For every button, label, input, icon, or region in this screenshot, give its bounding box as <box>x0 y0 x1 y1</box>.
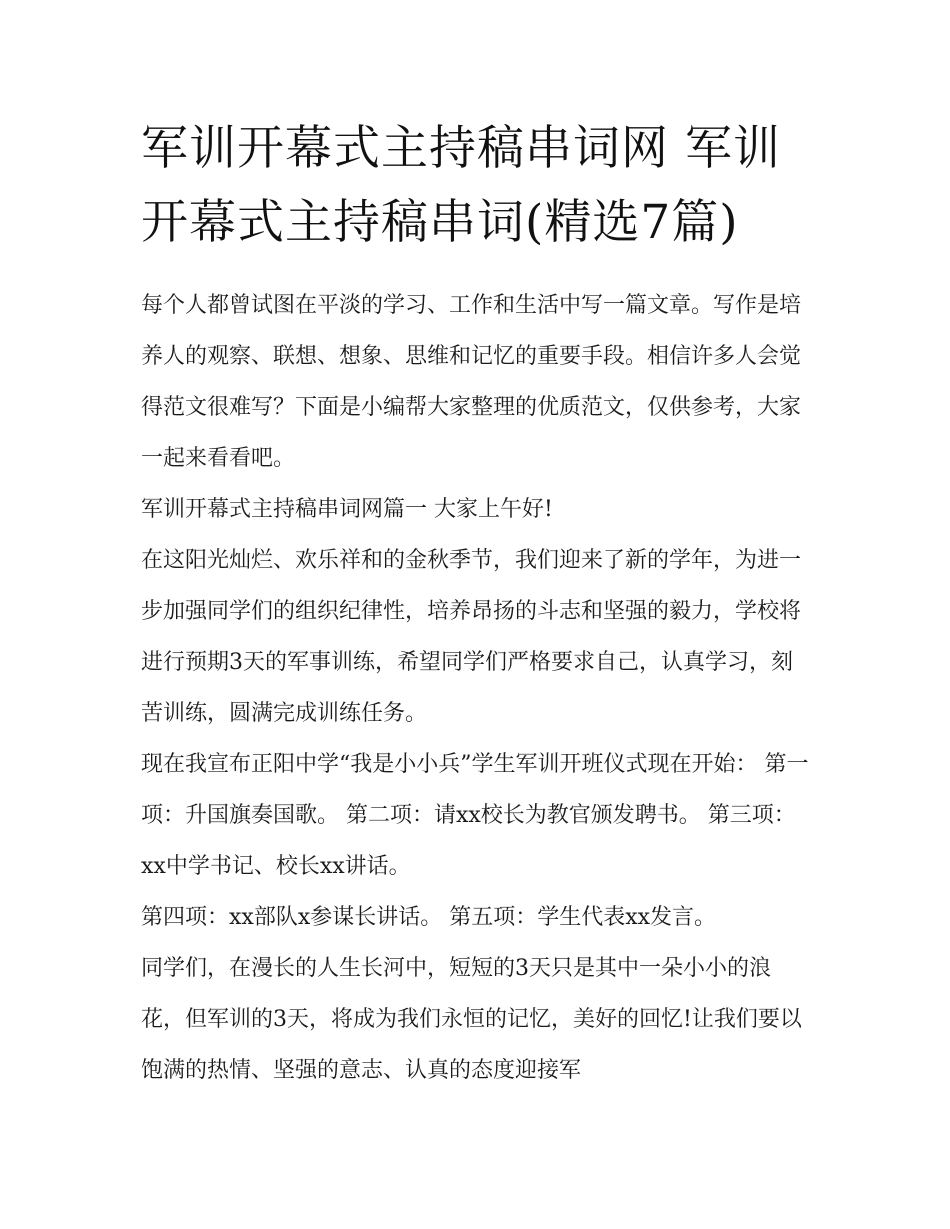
paragraph-agenda-continued: 第四项：xx部队x参谋长讲话。 第五项：学生代表xx发言。 <box>141 905 717 930</box>
document-body <box>141 280 813 1096</box>
paragraph-opening: 在这阳光灿烂、欢乐祥和的金秋季节，我们迎来了新的学年，为进一步加强同学们的组织纪律性，培养昂扬的斗志和坚强的毅力，学校将进行预期3天的军事训练，希望同学们严格要求自己，认真学习，刻苦训练，圆满完成训练任务。 <box>141 548 802 726</box>
paragraph-closing: 同学们，在漫长的人生长河中，短短的3天只是其中一朵小小的浪花，但军训的3天，将成为我们永恒的记忆，美好的回忆!让我们要以饱满的热情、坚强的意志、认真的态度迎接军 <box>141 956 802 1083</box>
paragraph-agenda: 现在我宣布正阳中学“我是小小兵”学生军训开班仪式现在开始： 第一项：升国旗奏国歌。 第二项：请xx校长为教官颁发聘书。 第三项：xx中学书记、校长xx讲话。 <box>141 752 809 879</box>
paragraph-intro: 每个人都曾试图在平淡的学习、工作和生活中写一篇文章。写作是培养人的观察、联想、想象、思维和记忆的重要手段。相信许多人会觉得范文很难写？下面是小编帮大家整理的优质范文，仅供参考，大家一起来看看吧。 <box>141 293 802 471</box>
document-title: 军训开幕式主持稿串词网 军训开幕式主持稿串词(精选7篇) <box>141 121 781 250</box>
paragraph-section-heading: 军训开幕式主持稿串词网篇一 大家上午好! <box>141 497 553 522</box>
document-content <box>141 112 813 1096</box>
